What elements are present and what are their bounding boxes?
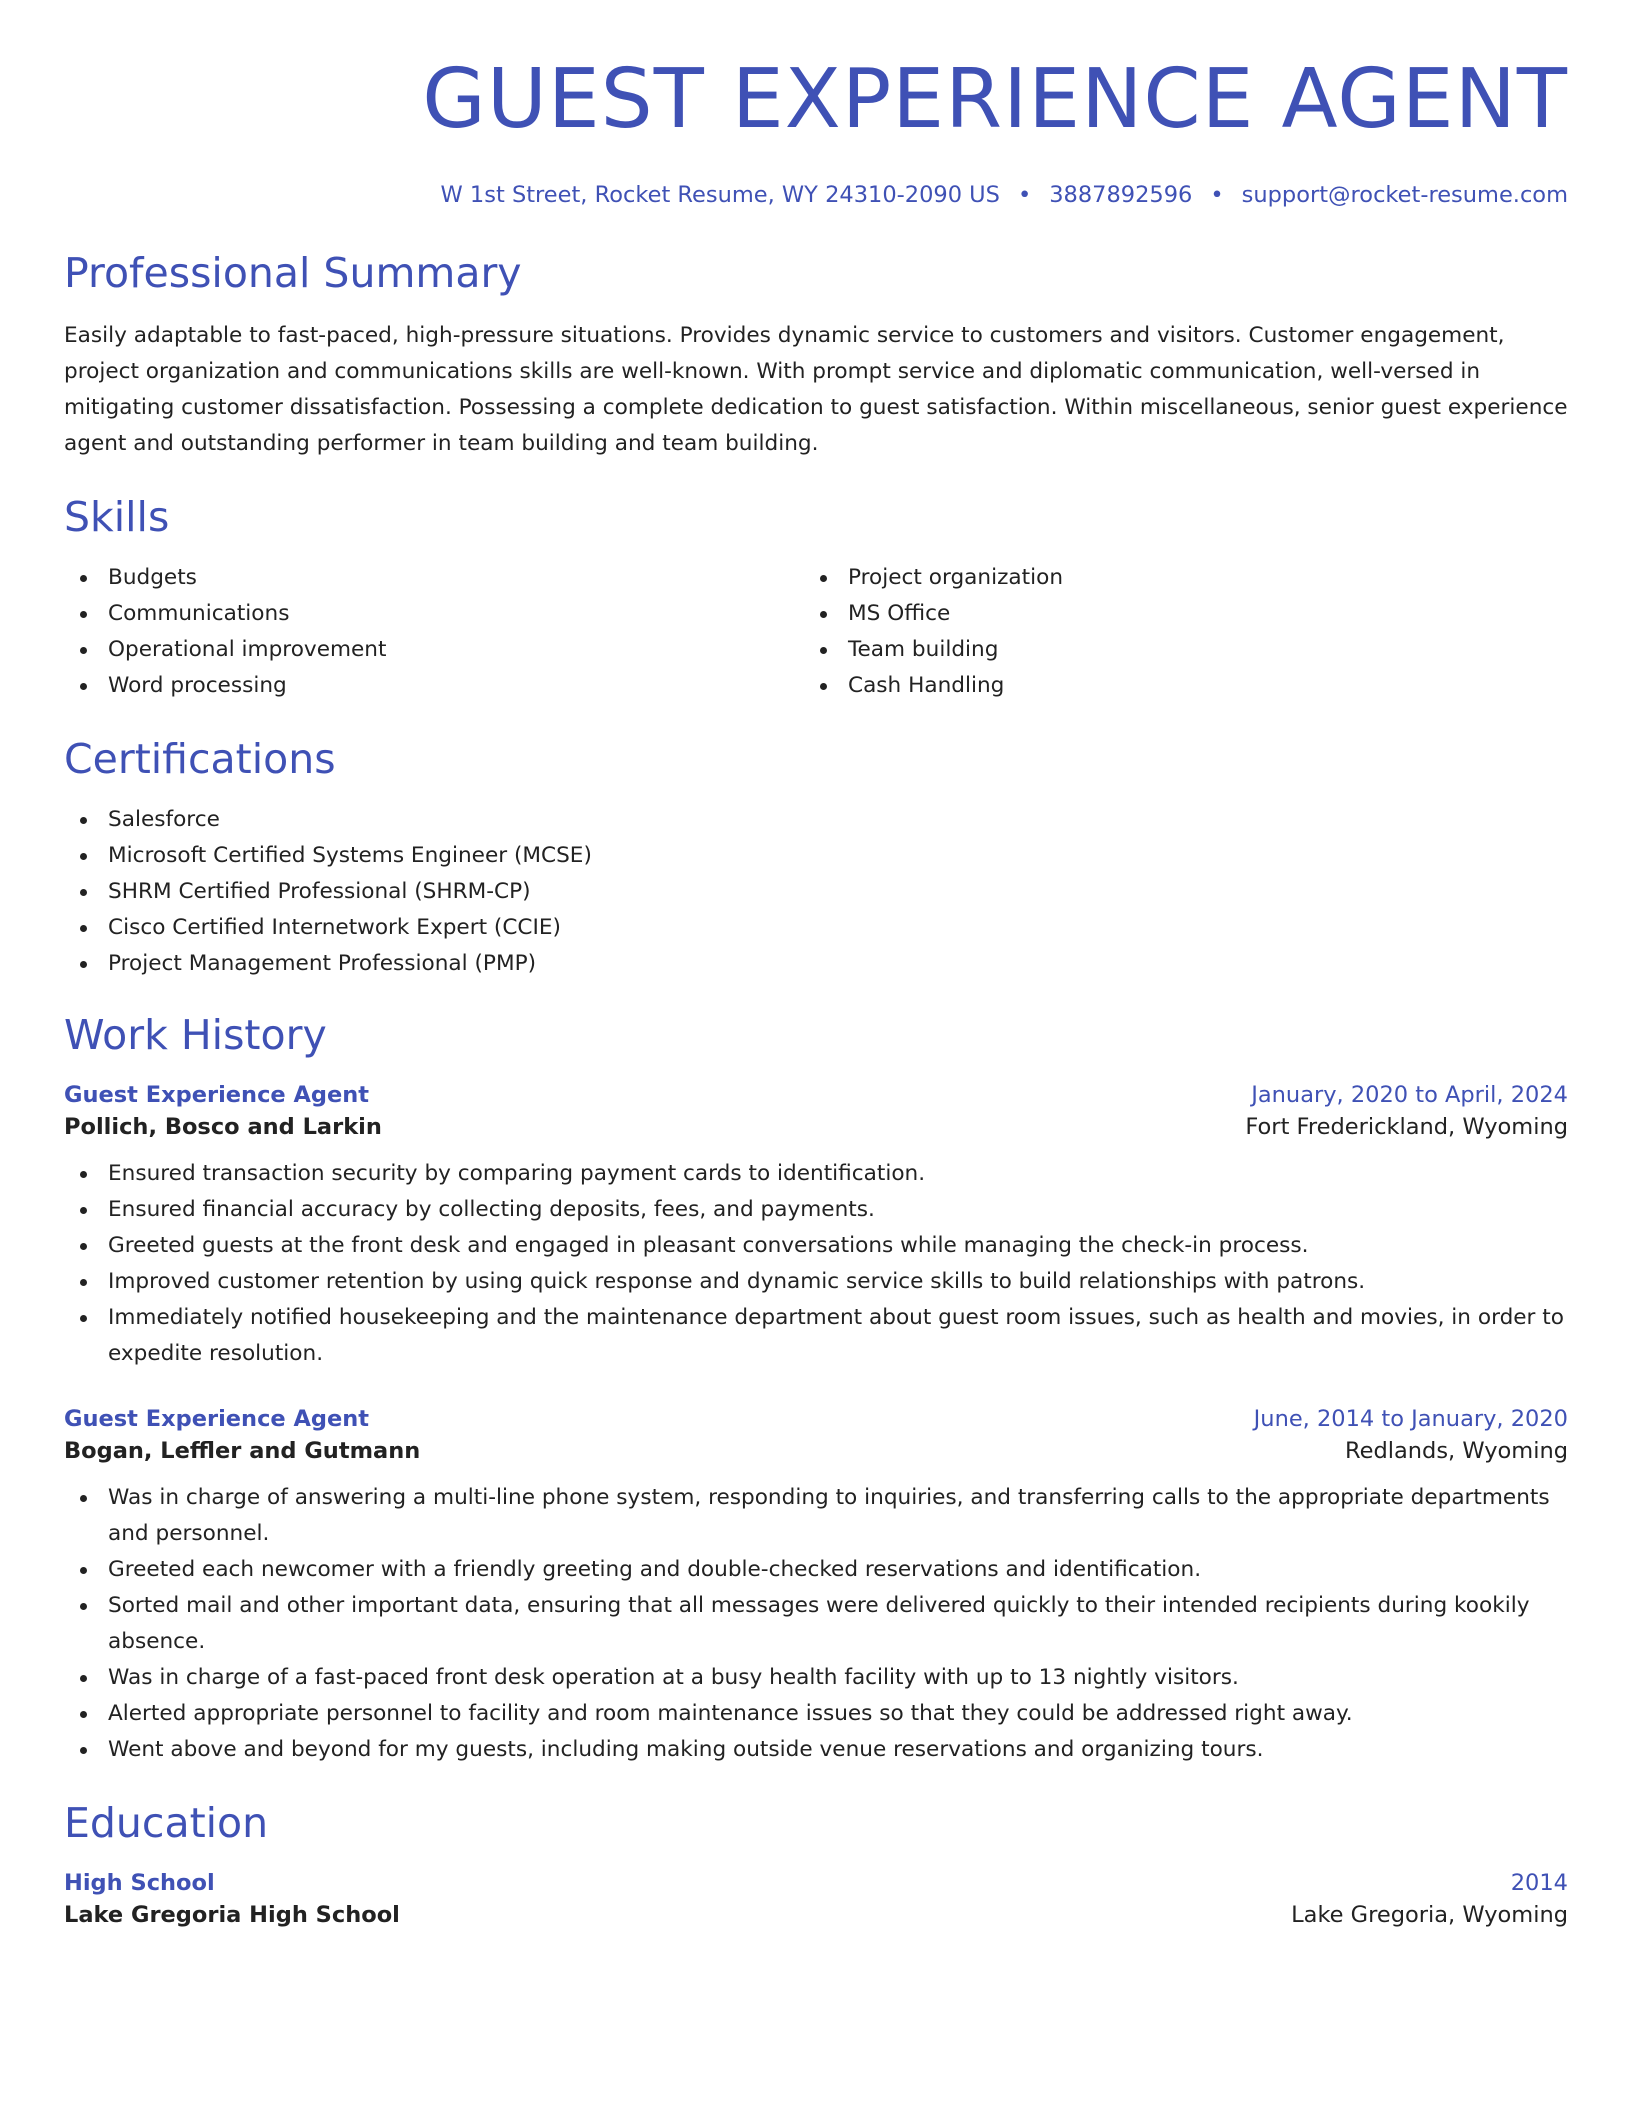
- contact-separator: •: [1210, 182, 1224, 208]
- job-company: Bogan, Leffler and Gutmann: [64, 1438, 421, 1464]
- job-company: Pollich, Bosco and Larkin: [64, 1114, 382, 1140]
- job-bullet: Alerted appropriate personnel to facility and room maintenance issues so that they could be addressed right away.: [64, 1696, 1568, 1732]
- job-header-row: [64, 1082, 1568, 1108]
- address: W 1st Street, Rocket Resume, WY 24310-2090 US: [440, 182, 1000, 208]
- skill-item: Operational improvement: [64, 632, 804, 668]
- job-bullet: Was in charge of answering a multi-line phone system, responding to inquiries, and transferring calls to the appropriate departments and personnel.: [64, 1480, 1568, 1552]
- certification-item: Cisco Certified Internetwork Expert (CCIE): [64, 910, 1568, 946]
- job-header-row: [64, 1406, 1568, 1432]
- skill-item: Communications: [64, 596, 804, 632]
- job-entry: [64, 1082, 1568, 1372]
- skills-heading: Skills: [64, 493, 170, 541]
- education-school-row: [64, 1896, 1568, 1928]
- job-bullet: Sorted mail and other important data, ensuring that all messages were delivered quickly to their intended recipients during kookily absence.: [64, 1588, 1568, 1660]
- skill-item: Budgets: [64, 560, 804, 596]
- job-dates: June, 2014 to January, 2020: [1253, 1406, 1568, 1432]
- job-location: Fort Frederickland, Wyoming: [1245, 1114, 1568, 1140]
- job-bullet: Ensured financial accuracy by collecting deposits, fees, and payments.: [64, 1192, 1568, 1228]
- job-employer-row: [64, 1432, 1568, 1464]
- job-bullet: Was in charge of a fast-paced front desk operation at a busy health facility with up to 13 nightly visitors.: [64, 1660, 1568, 1696]
- job-dates: January, 2020 to April, 2024: [1251, 1082, 1568, 1108]
- job-title: Guest Experience Agent: [64, 1082, 370, 1108]
- job-bullet: Immediately notified housekeeping and the maintenance department about guest room issues, such as health and movies, in order to expedite resolution.: [64, 1300, 1568, 1372]
- skills-grid: [64, 560, 1568, 704]
- job-location: Redlands, Wyoming: [1344, 1438, 1568, 1464]
- job-bullet: Went above and beyond for my guests, including making outside venue reservations and organizing tours.: [64, 1732, 1568, 1768]
- job-bullet: Improved customer retention by using quick response and dynamic service skills to build relationships with patrons.: [64, 1264, 1568, 1300]
- skills-list-left: [64, 560, 804, 704]
- certifications-list: [64, 802, 1568, 982]
- education-year: 2014: [1510, 1870, 1568, 1896]
- certification-item: Salesforce: [64, 802, 1568, 838]
- education-location: Lake Gregoria, Wyoming: [1291, 1902, 1568, 1928]
- job-employer-row: [64, 1108, 1568, 1140]
- phone: 3887892596: [1049, 182, 1193, 208]
- job-title: Guest Experience Agent: [64, 1406, 370, 1432]
- summary-text: Easily adaptable to fast-paced, high-pressure situations. Provides dynamic service to customers and visitors. Customer engagement, project organization and communications skills are well-known. With prompt service and diplomatic communication, well-versed in mitigating customer dissatisfaction. Possessing a complete dedication to guest satisfaction. Within miscellaneous, senior guest experience agent and outstanding performer in team building and team building.: [64, 323, 1568, 456]
- certifications-heading: Certifications: [64, 735, 336, 783]
- skill-item: Word processing: [64, 668, 804, 704]
- certification-item: Project Management Professional (PMP): [64, 946, 1568, 982]
- job-bullets: [64, 1156, 1568, 1372]
- education-header-row: [64, 1870, 1568, 1896]
- email: support@rocket-resume.com: [1241, 182, 1568, 208]
- work-history-heading: Work History: [64, 1011, 327, 1059]
- education-degree: High School: [64, 1870, 215, 1896]
- education-heading: Education: [64, 1799, 269, 1847]
- job-bullets: [64, 1480, 1568, 1768]
- job-bullet: Greeted each newcomer with a friendly greeting and double-checked reservations and identification.: [64, 1552, 1568, 1588]
- job-bullet: Greeted guests at the front desk and engaged in pleasant conversations while managing the check-in process.: [64, 1228, 1568, 1264]
- contact-separator: •: [1017, 182, 1032, 208]
- skills-list-right: [804, 560, 1544, 704]
- skill-item: MS Office: [804, 596, 1544, 632]
- education-entry: [64, 1870, 1568, 1928]
- candidate-name: GUEST EXPERIENCE AGENT: [422, 52, 1568, 147]
- job-bullet: Ensured transaction security by comparing payment cards to identification.: [64, 1156, 1568, 1192]
- skill-item: Project organization: [804, 560, 1544, 596]
- summary-heading: Professional Summary: [64, 249, 522, 297]
- certification-item: SHRM Certified Professional (SHRM-CP): [64, 874, 1568, 910]
- job-entry: [64, 1406, 1568, 1768]
- certification-item: Microsoft Certified Systems Engineer (MCSE): [64, 838, 1568, 874]
- skill-item: Team building: [804, 632, 1544, 668]
- education-school: Lake Gregoria High School: [64, 1902, 400, 1928]
- contact-line: [64, 182, 1568, 208]
- skill-item: Cash Handling: [804, 668, 1544, 704]
